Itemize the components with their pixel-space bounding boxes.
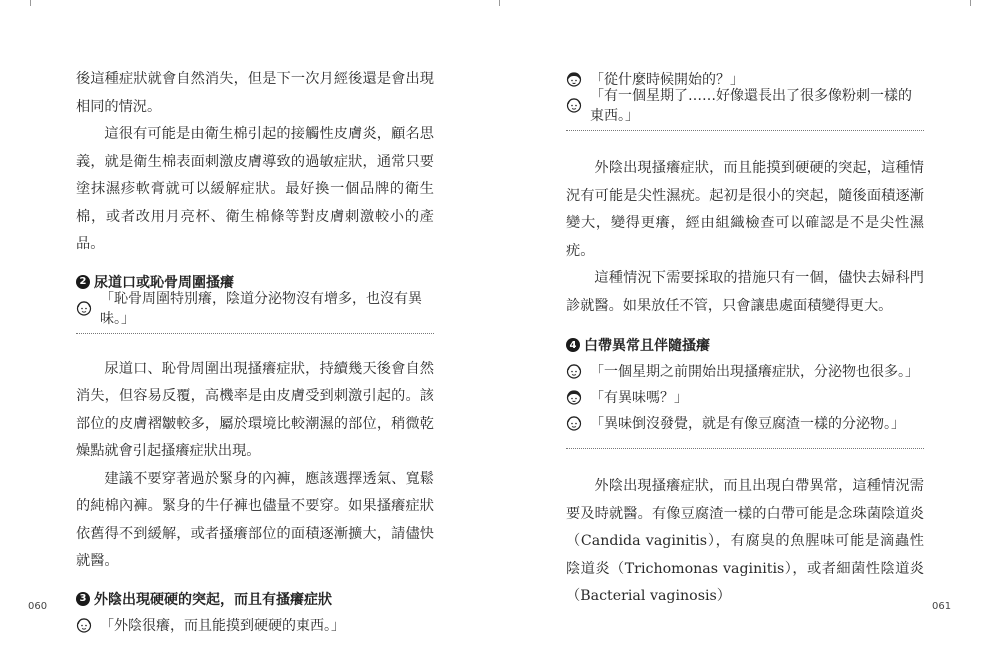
paragraph: 尿道口、恥骨周圍出現搔癢症狀，持續幾天後會自然消失，但容易反覆，高機率是由皮膚受到刺激引起的。該部位的皮膚褶皺較多，屬於環境比較潮濕的部位，稍微乾燥點就會引起搔癢症狀出現。 [76,360,434,459]
quote-text: 「一個星期之前開始出現搔癢症狀，分泌物也很多。」 [590,364,919,380]
patient-face-icon [566,97,582,113]
section-number-badge: 2 [76,275,90,289]
paragraph: 這很有可能是由衛生棉引起的接觸性皮膚炎，顧名思義，就是衛生棉表面刺激皮膚導致的過敏症狀，通常只要塗抹濕疹軟膏就可以緩解症狀。最好換一個品牌的衛生棉，或者改用月亮杯、衛生棉條等對皮膚刺激較小的產品。 [76,126,434,252]
page-number: 060 [28,601,48,612]
patient-face-icon [76,617,92,633]
patient-quote [566,410,924,436]
section-number-badge: 3 [76,592,90,606]
section-title: 外陰出現硬硬的突起，而且有搔癢症狀 [94,591,332,608]
patient-face-icon [566,415,582,431]
doctor-face-icon [566,71,582,87]
section-number-badge: 4 [566,338,580,352]
patient-quote [76,612,434,638]
quote-text: 「恥骨周圍特別癢，陰道分泌物沒有增多，也沒有異味。」 [100,290,422,327]
patient-quote [566,358,924,384]
quote-text: 「從什麼時候開始的？」 [590,72,744,88]
paragraph: 這種情況下需要採取的措施只有一個，儘快去婦科門診就醫。如果放任不管，只會讓患處面積變得更大。 [566,270,924,314]
section-heading [566,332,924,358]
patient-quote [566,88,924,124]
paragraph: 外陰出現搔癢症狀，而且能摸到硬硬的突起，這種情況有可能是尖性濕疣。起初是很小的突起，隨後面積逐漸變大，變得更癢，經由組織檢查可以確認是不是尖性濕疣。 [566,160,924,259]
quote-text: 「外陰很癢，而且能摸到硬硬的東西。」 [100,617,345,634]
quote-text: 「異味倒沒發覺，就是有像豆腐渣一樣的分泌物。」 [590,416,905,432]
section-heading [76,586,434,612]
right-column [566,66,924,611]
doctor-question [566,384,924,410]
section-title: 白帶異常且伴隨搔癢 [584,338,710,354]
right-page [500,0,1000,649]
patient-quote [76,290,434,327]
patient-face-icon [566,363,582,379]
quote-text: 「有一個星期了……好像還長出了很多像粉刺一樣的東西。」 [590,88,912,124]
patient-face-icon [76,300,92,316]
section-title: 尿道口或恥骨周圍搔癢 [94,274,234,291]
doctor-face-icon [566,389,582,405]
quote-text: 「有異味嗎？」 [590,390,688,406]
page-number: 061 [932,601,952,612]
paragraph: 外陰出現搔癢症狀，而且出現白帶異常，這種情況需要及時就醫。有像豆腐渣一樣的白帶可能是念珠菌陰道炎（Candida vaginitis），有腐臭的魚腥味可能是滴蟲性陰道炎（Trichomonas vaginitis），或者細菌性陰道炎（Bacterial vaginosis） [566,478,924,604]
paragraph: 建議不要穿著過於緊身的內褲，應該選擇透氣、寬鬆的純棉內褲。緊身的牛仔褲也儘量不要穿。如果搔癢症狀依舊得不到緩解，或者搔癢部位的面積逐漸擴大，請儘快就醫。 [76,470,434,569]
paragraph: 後這種症狀就會自然消失，但是下一次月經後還是會出現相同的情況。 [76,71,434,115]
left-column [76,66,434,638]
